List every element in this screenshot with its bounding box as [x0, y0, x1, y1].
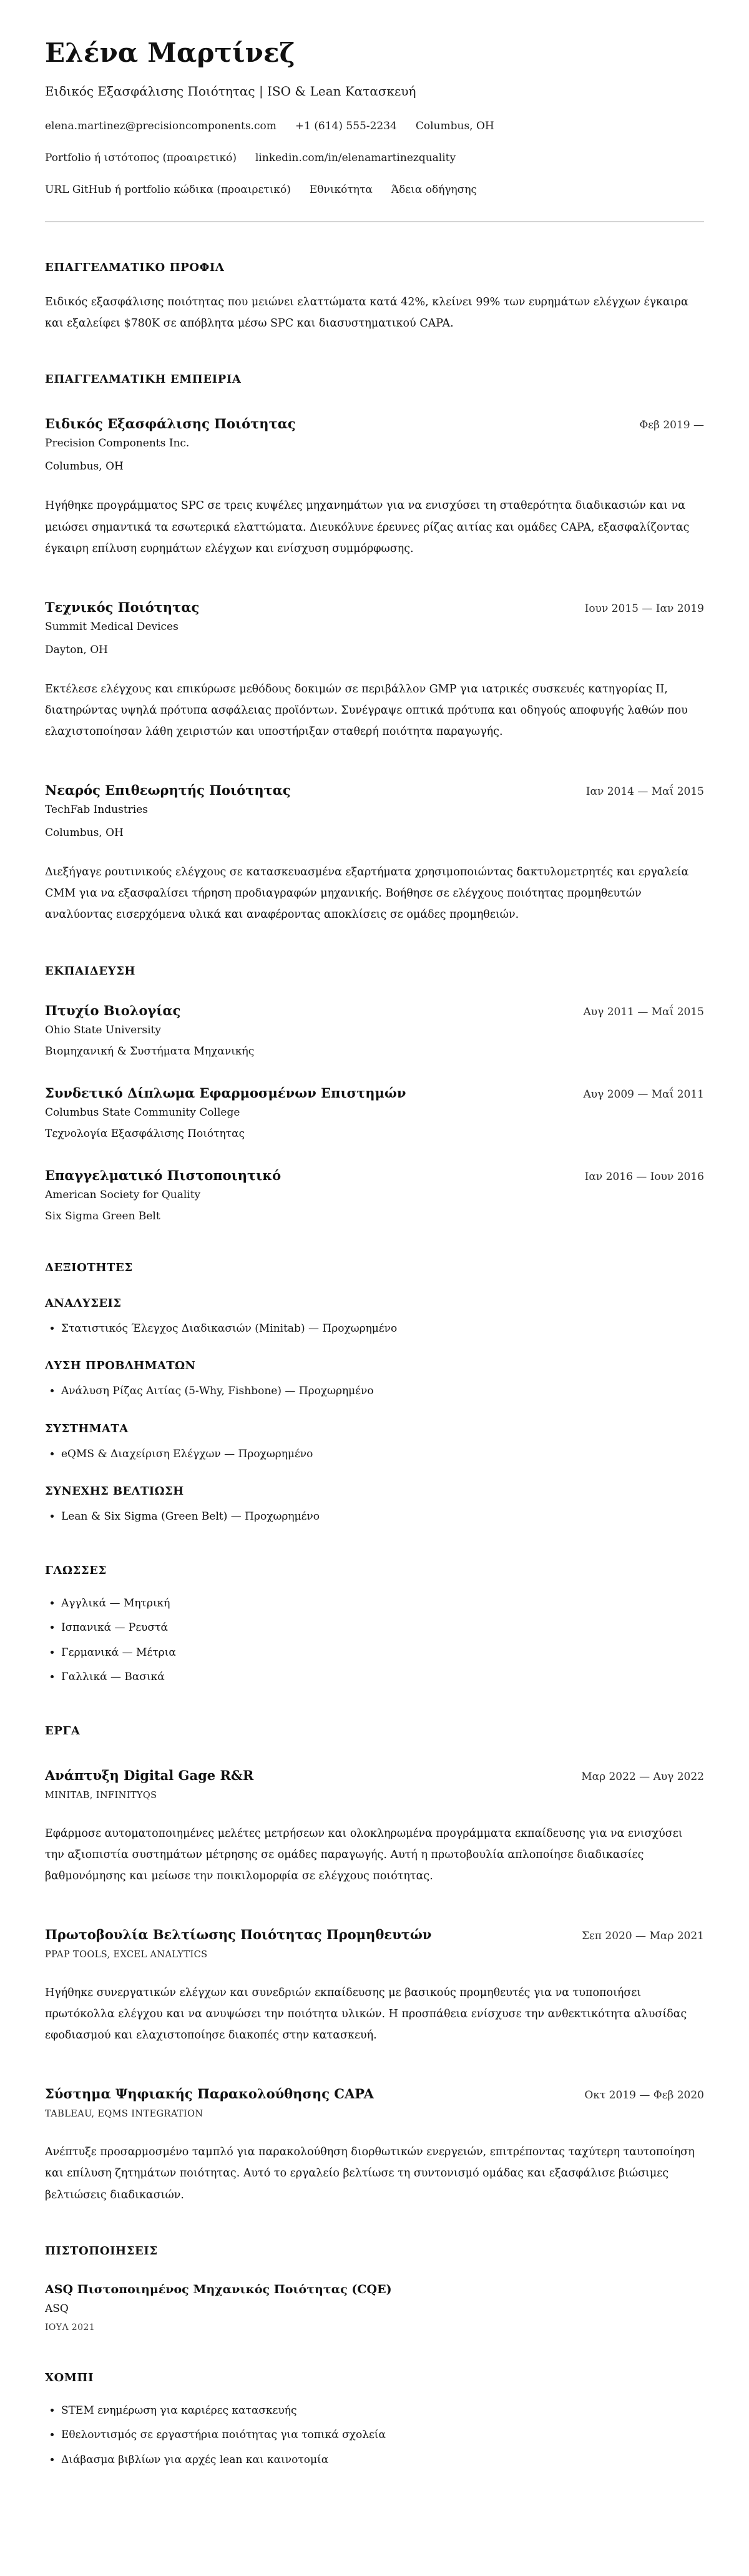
- education-entry: [45, 1168, 704, 1222]
- project-entry: [45, 1927, 704, 2046]
- degree-dates: Αυγ 2009 — Μαΐ 2011: [583, 1088, 704, 1101]
- languages-heading: ΓΛΩΣΣΕΣ: [45, 1563, 107, 1577]
- profile-heading: ΕΠΑΓΓΕΛΜΑΤΙΚΟ ΠΡΟΦΙΛ: [45, 261, 225, 275]
- section-profile: [45, 261, 704, 334]
- hobby-list: [45, 2403, 704, 2469]
- certifications-heading: ΠΙΣΤΟΠΟΙΗΣΕΙΣ: [45, 2244, 158, 2258]
- skill-group-list: [45, 1297, 704, 1525]
- hobby-item: • Διάβασμα βιβλίων για αρχές lean και καινοτομία: [61, 2452, 704, 2469]
- skill-items: [45, 1384, 704, 1400]
- contact-item: linkedin.com/in/elenamartinezquality: [255, 152, 456, 165]
- project-entry: [45, 1767, 704, 1887]
- skill-group-name: ΑΝΑΛΥΣΕΙΣ: [45, 1296, 122, 1310]
- job-entry: [45, 782, 704, 925]
- degree-title: Πτυχίο Βιολογίας: [45, 1002, 181, 1018]
- skill-items: [45, 1509, 704, 1525]
- project-description: Εφάρμοσε αυτοματοποιημένες μελέτες μετρήσεων και ολοκληρωμένα προγράμματα εκπαίδευσης για να ενισχύσει την αξιοπιστία συστημάτων μέτρησης σε ομάδες παραγωγής. Αυτή η πρωτοβουλία απλοποίησε διαδικασίες βαθμονόμησης και μείωσε την ποικιλομορφία σε ελέγχους ποιότητας.: [45, 1827, 683, 1882]
- degree-title: Επαγγελματικό Πιστοποιητικό: [45, 1167, 281, 1183]
- project-entry-header: [45, 2086, 704, 2102]
- job-entry-header: [45, 599, 704, 615]
- project-dates: Οκτ 2019 — Φεβ 2020: [584, 2089, 704, 2102]
- field-of-study: Τεχνολογία Εξασφάλισης Ποιότητας: [45, 1127, 245, 1140]
- skill-group: [45, 1359, 704, 1400]
- skill-items: [45, 1321, 704, 1337]
- job-company: TechFab Industries: [45, 804, 149, 817]
- certification-title: ASQ Πιστοποιημένος Μηχανικός Ποιότητας (CQE): [45, 2282, 392, 2296]
- school-name: Columbus State Community College: [45, 1106, 240, 1119]
- education-entry: [45, 1085, 704, 1140]
- profile-text: Ειδικός εξασφάλισης ποιότητας που μειώνει ελαττώματα κατά 42%, κλείνει 99% των ευρημάτων ελέγχων έγκαιρα και εξαλείφει $780K σε απόβλητα μέσω SPC και διασυστηματικού CAPA.: [45, 296, 688, 330]
- field-of-study: Six Sigma Green Belt: [45, 1209, 160, 1222]
- job-company: Precision Components Inc.: [45, 437, 190, 450]
- education-list: [45, 1003, 704, 1222]
- project-entry: [45, 2086, 704, 2205]
- skill-group-name: ΣΥΝΕΧΗΣ ΒΕΛΤΙΩΣΗ: [45, 1485, 184, 1498]
- job-entry-header: [45, 782, 704, 798]
- contact-item: Εθνικότητα: [309, 184, 373, 197]
- education-entry-header: [45, 1168, 704, 1183]
- project-title: Σύστημα Ψηφιακής Παρακολούθησης CAPA: [45, 2086, 374, 2102]
- skill-group-name: ΛΥΣΗ ΠΡΟΒΛΗΜΑΤΩΝ: [45, 1359, 196, 1373]
- job-location: Columbus, OH: [45, 827, 124, 840]
- contact-item: URL GitHub ή portfolio κώδικα (προαιρετικό): [45, 184, 291, 197]
- hobby-item: • Εθελοντισμός σε εργαστήρια ποιότητας για τοπικά σχολεία: [61, 2427, 704, 2444]
- language-item: • Ισπανικά — Ρευστά: [61, 1620, 704, 1636]
- section-education: [45, 965, 704, 1222]
- project-description: Ανέπτυξε προσαρμοσμένο ταμπλό για παρακολούθηση διορθωτικών ενεργειών, επιτρέποντας ταχύτερη ταυτοποίηση και επίλυση ζητημάτων ποιότητας. Αυτό το εργαλείο βελτίωσε τη συντονισμό ομάδας και εξασφάλισε βιώσιμες βελτιώσεις διαδικασιών.: [45, 2146, 695, 2201]
- project-description: Ηγήθηκε συνεργατικών ελέγχων και συνεδριών εκπαίδευσης με βασικούς προμηθευτές για να τυποποιήσει πρωτόκολλα ελέγχου και να ανυψώσει την ποιότητα υλικών. Η προσπάθεια ενίσχυσε την ανθεκτικότητα αλυσίδας εφοδιασμού και ελαχιστοποίησε διακοπές στην κατασκευή.: [45, 1986, 687, 2042]
- job-description: Διεξήγαγε ρουτινικούς ελέγχους σε κατασκευασμένα εξαρτήματα χρησιμοποιώντας δακτυλομετρητές και εργαλεία CMM για να εξασφαλίσει τήρηση προδιαγραφών μηχανικής. Βοήθησε σε ελέγχους ποιότητας προμηθευτών αναλύοντας εισερχόμενα υλικά και αναφέροντας αποκλίσεις σε ομάδες προμηθειών.: [45, 866, 689, 922]
- language-item: • Γαλλικά — Βασικά: [61, 1669, 704, 1686]
- job-entry-header: [45, 416, 704, 431]
- section-experience: [45, 373, 704, 925]
- contact-item: Άδεια οδήγησης: [391, 184, 477, 197]
- hobby-item: • STEM ενημέρωση για καριέρες κατασκευής: [61, 2403, 704, 2419]
- job-dates: Ιαν 2014 — Μαΐ 2015: [585, 785, 704, 799]
- education-heading: ΕΚΠΑΙΔΕΥΣΗ: [45, 964, 136, 978]
- school-name: Ohio State University: [45, 1023, 161, 1036]
- education-entry-header: [45, 1085, 704, 1101]
- skill-group-name: ΣΥΣΤΗΜΑΤΑ: [45, 1422, 129, 1435]
- job-entry: [45, 599, 704, 742]
- section-hobbies: [45, 2371, 704, 2469]
- certification-date: ΙΟΥΛ 2021: [45, 2322, 95, 2333]
- job-description: Ηγήθηκε προγράμματος SPC σε τρεις κυψέλες μηχανημάτων για να ενισχύσει τη σταθερότητα διαδικασιών και να μειώσει σημαντικά τα εσωτερικά ελαττώματα. Διευκόλυνε έρευνες ρίζας αιτίας και ομάδες CAPA, εξασφαλίζοντας έγκαιρη επίλυση ευρημάτων ελέγχων και ενίσχυση συμμόρφωσης.: [45, 499, 690, 555]
- school-name: American Society for Quality: [45, 1188, 201, 1201]
- certification-issuer: ASQ: [45, 2302, 69, 2315]
- project-tools: PPAP TOOLS, EXCEL ANALYTICS: [45, 1949, 208, 1960]
- contact-info: [45, 120, 704, 196]
- job-entry: [45, 416, 704, 559]
- experience-heading: ΕΠΑΓΓΕΛΜΑΤΙΚΗ ΕΜΠΕΙΡΙΑ: [45, 373, 242, 386]
- skill-item: • Ανάλυση Ρίζας Αιτίας (5-Why, Fishbone) — Προχωρημένο: [61, 1384, 704, 1400]
- project-dates: Σεπ 2020 — Μαρ 2021: [581, 1929, 704, 1942]
- hobbies-heading: ΧΟΜΠΙ: [45, 2371, 94, 2384]
- contact-item: Portfolio ή ιστότοπος (προαιρετικό): [45, 152, 237, 165]
- contact-row: [45, 120, 704, 132]
- job-list: [45, 416, 704, 925]
- job-dates: Ιουν 2015 — Ιαν 2019: [584, 602, 704, 615]
- language-list: [45, 1596, 704, 1686]
- job-company: Summit Medical Devices: [45, 620, 179, 633]
- project-dates: Μαρ 2022 — Αυγ 2022: [581, 1770, 704, 1783]
- skill-items: [45, 1447, 704, 1463]
- skill-item: • Lean & Six Sigma (Green Belt) — Προχωρημένο: [61, 1509, 704, 1525]
- education-entry-header: [45, 1003, 704, 1018]
- job-title: Ειδικός Εξασφάλισης Ποιότητας: [45, 416, 296, 432]
- project-tools: MINITAB, INFINITYQS: [45, 1790, 157, 1801]
- job-title: Νεαρός Επιθεωρητής Ποιότητας: [45, 782, 291, 799]
- person-name: Ελένα Μαρτίνεζ: [45, 37, 295, 68]
- section-skills: [45, 1261, 704, 1525]
- project-entry-header: [45, 1927, 704, 1942]
- project-title: Ανάπτυξη Digital Gage R&R: [45, 1767, 254, 1783]
- section-languages: [45, 1564, 704, 1686]
- degree-dates: Αυγ 2011 — Μαΐ 2015: [583, 1005, 704, 1018]
- degree-dates: Ιαν 2016 — Ιουν 2016: [584, 1170, 704, 1183]
- contact-row: [45, 152, 704, 164]
- certification-list: [45, 2283, 704, 2333]
- education-entry: [45, 1003, 704, 1058]
- language-item: • Γερμανικά — Μέτρια: [61, 1645, 704, 1661]
- skill-item: • Στατιστικός Έλεγχος Διαδικασιών (Minitab) — Προχωρημένο: [61, 1321, 704, 1337]
- language-item: • Αγγλικά — Μητρική: [61, 1596, 704, 1612]
- person-title: Ειδικός Εξασφάλισης Ποιότητας | ISO & Lean Κατασκευή: [45, 84, 416, 99]
- degree-title: Συνδετικό Δίπλωμα Εφαρμοσμένων Επιστημών: [45, 1084, 406, 1101]
- contact-item: Columbus, OH: [415, 120, 494, 133]
- header-divider: [45, 221, 704, 222]
- project-tools: TABLEAU, EQMS INTEGRATION: [45, 2109, 203, 2120]
- skills-heading: ΔΕΞΙΟΤΗΤΕΣ: [45, 1261, 133, 1274]
- section-certifications: [45, 2244, 704, 2333]
- skill-item: • eQMS & Διαχείριση Ελέγχων — Προχωρημένο: [61, 1447, 704, 1463]
- projects-heading: ΕΡΓΑ: [45, 1724, 81, 1738]
- job-location: Columbus, OH: [45, 460, 124, 473]
- project-list: [45, 1767, 704, 2206]
- project-entry-header: [45, 1767, 704, 1783]
- job-description: Εκτέλεσε ελέγχους και επικύρωσε μεθόδους δοκιμών σε περιβάλλον GMP για ιατρικές συσκευές κατηγορίας II, διατηρώντας υψηλά πρότυπα ασφάλειας προϊόντων. Συνέγραψε οπτικά πρότυπα και οδηγούς αποφυγής λαθών που ελαχιστοποίησαν λάθη χειριστών και υποστήριξαν σταθερή ποιότητα παραγωγής.: [45, 682, 688, 739]
- project-title: Πρωτοβουλία Βελτίωσης Ποιότητας Προμηθευτών: [45, 1926, 432, 1942]
- resume-header: [45, 39, 704, 196]
- contact-item: +1 (614) 555-2234: [295, 120, 397, 133]
- skill-group: [45, 1422, 704, 1463]
- field-of-study: Βιομηχανική & Συστήματα Μηχανικής: [45, 1045, 255, 1058]
- job-title: Τεχνικός Ποιότητας: [45, 599, 200, 615]
- job-location: Dayton, OH: [45, 643, 108, 656]
- skill-group: [45, 1297, 704, 1337]
- section-projects: [45, 1724, 704, 2206]
- job-dates: Φεβ 2019 —: [639, 419, 704, 432]
- contact-item: elena.martinez@precisioncomponents.com: [45, 120, 277, 133]
- contact-row: [45, 184, 704, 196]
- certification-entry: [45, 2283, 704, 2333]
- skill-group: [45, 1485, 704, 1525]
